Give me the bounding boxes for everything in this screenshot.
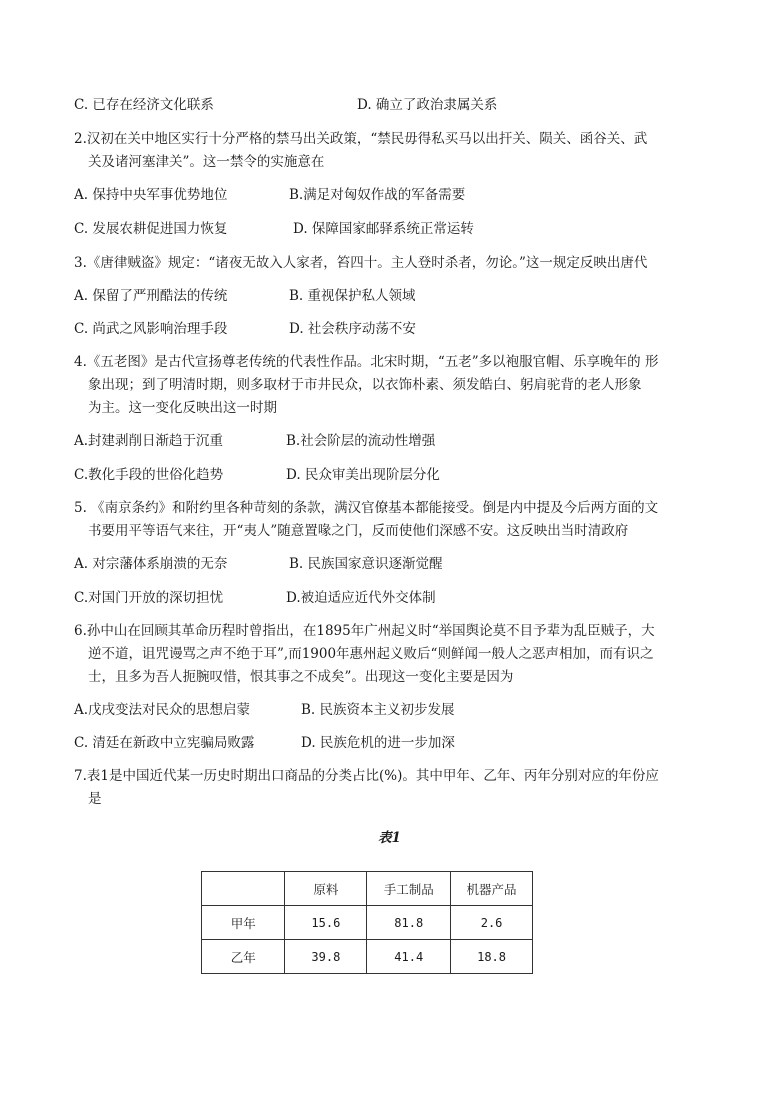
q6-option-a: A.戊戌变法对民众的思想启蒙 (74, 702, 251, 718)
q2-option-d: D. 保障国家邮驿系统正常运转 (293, 221, 474, 237)
q4-option-b: B.社会阶层的流动性增强 (286, 433, 436, 449)
q7-stem-line2: 是 (88, 791, 102, 807)
q2-option-c: C. 发展农耕促进国力恢复 (74, 221, 228, 237)
q6-stem-line2: 逆不道，诅咒谩骂之声不绝于耳”,而1900年惠州起义败后“则鲜闻一般人之恶声相加，而有识之 (88, 646, 654, 662)
table-row (202, 940, 533, 974)
table-header-cell: 机器产品 (451, 872, 533, 906)
table-row-label: 甲年 (202, 906, 285, 940)
q4-stem-line2: 象出现；到了明清时期，则多取材于市井民众，以衣饰朴素、须发皓白、躬肩驼背的老人形象 (88, 377, 642, 393)
q6-stem-line1: 6.孙中山在回顾其革命历程时曾指出，在1895年广州起义时“举国舆论莫不目予辈为乱臣贼子，大 (74, 623, 655, 639)
table-caption: 表1 (378, 830, 401, 846)
q4-option-a: A.封建剥削日渐趋于沉重 (74, 433, 224, 449)
table-header-cell: 手工制品 (367, 872, 451, 906)
q3-option-b: B. 重视保护私人领域 (289, 288, 416, 304)
q2-option-b: B.满足对匈奴作战的军备需要 (289, 187, 466, 203)
q7-stem-line1: 7.表1是中国近代某一历史时期出口商品的分类占比(%)。其中甲年、乙年、丙年分别对应的年份应 (74, 768, 659, 784)
q3-option-a: A. 保留了严刑酷法的传统 (74, 288, 228, 304)
export-share-table (201, 871, 533, 974)
q5-option-b: B. 民族国家意识逐渐觉醒 (289, 556, 443, 572)
table-cell: 41.4 (367, 940, 451, 974)
q1-option-d: D. 确立了政治隶属关系 (357, 97, 498, 113)
q4-option-d: D. 民众审美出现阶层分化 (286, 467, 440, 483)
q4-stem-line3: 为主。这一变化反映出这一时期 (88, 400, 277, 416)
table-cell: 15.6 (285, 906, 367, 940)
table-header-cell-empty (202, 872, 285, 906)
table-cell: 18.8 (451, 940, 533, 974)
q2-option-a: A. 保持中央军事优势地位 (74, 187, 228, 203)
q6-option-d: D. 民族危机的进一步加深 (301, 735, 455, 751)
table-cell: 81.8 (367, 906, 451, 940)
q1-option-c: C. 已存在经济文化联系 (74, 97, 214, 113)
q6-stem-line3: 士，且多为吾人扼腕叹惜，恨其事之不成矣”。出现这一变化主要是因为 (88, 669, 514, 685)
q5-option-a: A. 对宗藩体系崩溃的无奈 (74, 556, 228, 572)
q2-stem-line2: 关及诸河塞津关”。这一禁令的实施意在 (88, 154, 325, 170)
table-cell: 2.6 (451, 906, 533, 940)
table-header-cell: 原料 (285, 872, 367, 906)
q3-option-d: D. 社会秩序动荡不安 (289, 321, 416, 337)
table-cell: 39.8 (285, 940, 367, 974)
q5-stem-line1: 5. 《南京条约》和附约里各种苛刻的条款，满汉官僚基本都能接受。倒是内中提及今后两方面的文 (74, 500, 659, 516)
q5-option-d: D.被迫适应近代外交体制 (286, 590, 436, 606)
q6-option-c: C. 清廷在新政中立宪骗局败露 (74, 735, 255, 751)
q6-option-b: B. 民族资本主义初步发展 (301, 702, 455, 718)
q3-stem-line1: 3.《唐律贼盗》规定：“诸夜无故入人家者，笞四十。主人登时杀者，勿论。”这一规定反映出唐代 (74, 255, 648, 271)
q5-option-c: C.对国门开放的深切担忧 (74, 590, 224, 606)
q3-option-c: C. 尚武之风影响治理手段 (74, 321, 228, 337)
q4-option-c: C.教化手段的世俗化趋势 (74, 467, 224, 483)
table-row-label: 乙年 (202, 940, 285, 974)
q5-stem-line2: 书要用平等语气来往，开“夷人”随意置喙之门，反而使他们深感不安。这反映出当时清政府 (88, 523, 629, 539)
table-header-row (202, 872, 533, 906)
q2-stem-line1: 2.汉初在关中地区实行十分严格的禁马出关政策，“禁民毋得私买马以出扞关、陨关、函谷关、武 (74, 131, 648, 147)
q4-stem-line1: 4.《五老图》是古代宣扬尊老传统的代表性作品。北宋时期，“五老”多以袍服官帽、乐享晚年的 形 (74, 354, 659, 370)
table-row (202, 906, 533, 940)
